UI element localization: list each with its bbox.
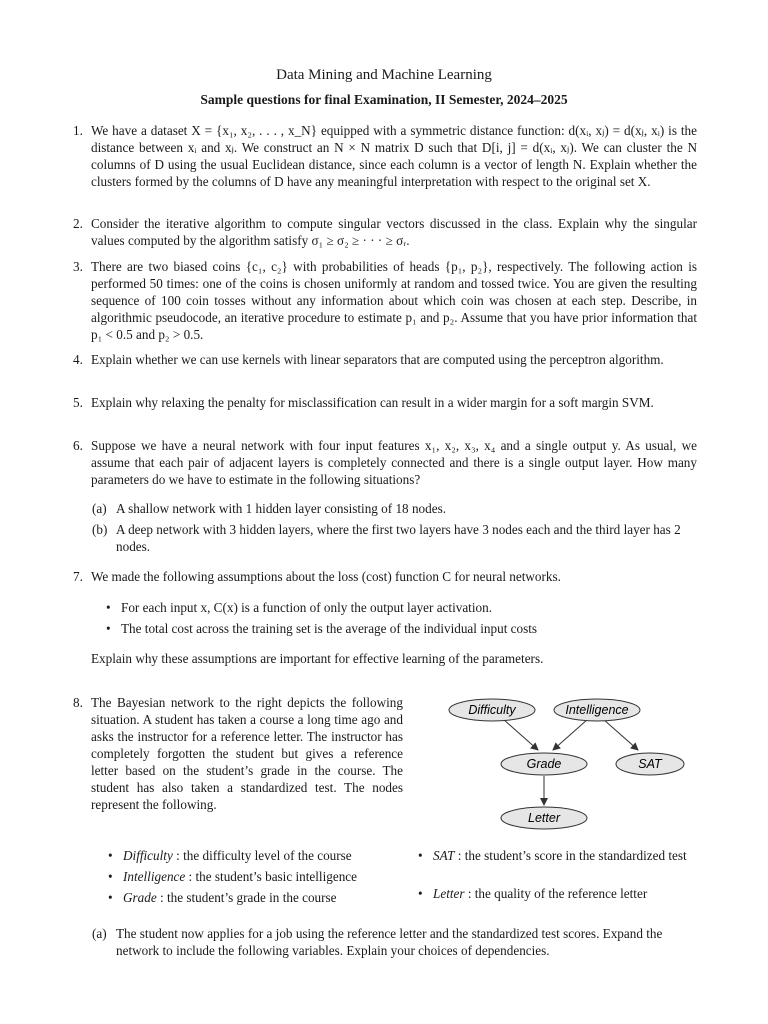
node-label-letter: Letter (528, 811, 560, 825)
edge-intelligence-sat (603, 719, 638, 750)
question-3 (73, 258, 697, 343)
desc: : the quality of the reference letter (464, 886, 648, 901)
question-number: 5. (73, 395, 83, 410)
q6-part-a (92, 500, 696, 517)
question-number: 6. (73, 438, 83, 453)
bullet-glyph: • (108, 890, 113, 905)
question-number: 7. (73, 569, 83, 584)
part-label: (a) (92, 501, 107, 516)
desc: : the student’s score in the standardized test (454, 848, 687, 863)
bayesian-network-diagram (438, 692, 688, 837)
q8-bullet-grade (108, 889, 408, 906)
part-label: (a) (92, 926, 107, 941)
bullet-glyph: • (418, 886, 423, 901)
desc: : the difficulty level of the course (172, 848, 352, 863)
question-text: Consider the iterative algorithm to compute singular vectors discussed in the class. Explain why the singular values computed by the algorithm satisfy σ₁ ≥ σ₂ ≥ · · · ≥ σᵣ. (91, 216, 697, 248)
question-4 (73, 351, 697, 368)
term: Grade (123, 890, 157, 905)
question-6 (73, 437, 697, 488)
question-text: We have a dataset X = {x₁, x₂, . . . , x_N} equipped with a symmetric distance function: d(xᵢ, xⱼ) = d(xⱼ, xᵢ) is the distance between xᵢ and xⱼ. We construct an N × N matrix D such that D[i, j] = d(xᵢ, xⱼ). We can cluster the N columns of D using the usual Euclidean distance, since each column is a vector of length N. Explain whether the clusters formed by the columns of D have any meaningful interpretation with respect to the original set X. (91, 123, 697, 189)
desc: : the student’s basic intelligence (185, 869, 358, 884)
bullet-glyph: • (418, 848, 423, 863)
term: Intelligence (123, 869, 186, 884)
bullet-glyph: • (108, 848, 113, 863)
bullet-glyph: • (106, 600, 111, 615)
question-text: Explain why relaxing the penalty for misclassification can result in a wider margin for a soft margin SVM. (91, 395, 654, 410)
page-subtitle: Sample questions for final Examination, II Semester, 2024–2025 (200, 92, 568, 107)
node-label-grade: Grade (526, 757, 562, 771)
part-text: The student now applies for a job using the reference letter and the standardized test scores. Expand the network to include the following variables. Explain your choices of dependencies. (116, 926, 663, 958)
edge-difficulty-grade (503, 719, 538, 750)
q8-part-a (92, 925, 696, 959)
bullet-text: The total cost across the training set is the average of the individual input costs (121, 621, 538, 636)
page-title: Data Mining and Machine Learning (276, 67, 492, 83)
term: Letter (433, 886, 465, 901)
q7-bullet-1 (106, 599, 696, 616)
q8-bullet-difficulty (108, 847, 408, 864)
q7-followup: Explain why these assumptions are important for effective learning of the parameters. (91, 651, 544, 666)
desc: : the student’s grade in the course (156, 890, 337, 905)
edge-intelligence-grade (553, 719, 588, 750)
question-5 (73, 394, 697, 411)
q6-part-b (92, 521, 696, 555)
question-text: Suppose we have a neural network with four input features x₁, x₂, x₃, x₄ and a single output y. As usual, we assume that each pair of adjacent layers is completely connected and there is a single output layer. How many parameters do we have to estimate in the following situations? (91, 438, 697, 487)
question-number: 4. (73, 352, 83, 367)
part-text: A deep network with 3 hidden layers, where the first two layers have 3 nodes each and the third layer has 2 nodes. (116, 522, 681, 554)
question-number: 2. (73, 216, 83, 231)
bullet-text: For each input x, C(x) is a function of only the output layer activation. (121, 600, 492, 615)
question-text: There are two biased coins {c₁, c₂} with probabilities of heads {p₁, p₂}, respectively. The following action is performed 50 times: one of the coins is chosen uniformly at random and tossed twice. You are given the resulting sequence of 100 coin tosses without any information about which coin was chosen at each step. Describe, in algorithmic pseudocode, an iterative procedure to estimate p₁ and p₂. Assume that you have prior information that p₁ < 0.5 and p₂ > 0.5. (91, 259, 697, 342)
term: Difficulty (123, 848, 173, 863)
question-number: 3. (73, 259, 83, 274)
question-text: Explain whether we can use kernels with linear separators that are computed using the perceptron algorithm. (91, 352, 664, 367)
question-text: We made the following assumptions about the loss (cost) function C for neural networks. (91, 569, 561, 584)
question-7 (73, 568, 697, 585)
question-2 (73, 215, 697, 249)
bullet-glyph: • (106, 621, 111, 636)
node-label-intelligence: Intelligence (565, 703, 629, 717)
bullet-glyph: • (108, 869, 113, 884)
question-8 (73, 694, 403, 813)
question-number: 8. (73, 695, 83, 710)
node-label-difficulty: Difficulty (468, 703, 516, 717)
part-text: A shallow network with 1 hidden layer consisting of 18 nodes. (116, 501, 447, 516)
q7-bullet-2 (106, 620, 696, 637)
question-number: 1. (73, 123, 83, 138)
q8-bullet-letter (418, 885, 704, 902)
question-1 (73, 122, 697, 190)
q8-bullet-sat (418, 847, 704, 864)
question-text: The Bayesian network to the right depicts the following situation. A student has taken a course a long time ago and asks the instructor for a reference letter. The instructor has completely forgotten the student but gives a reference letter based on the student’s grade in the course. The student has also taken a standardized test. The nodes represent the following. (91, 695, 403, 812)
term: SAT (433, 848, 455, 863)
q8-bullet-intelligence (108, 868, 408, 885)
part-label: (b) (92, 522, 108, 537)
node-label-sat: SAT (638, 757, 662, 771)
